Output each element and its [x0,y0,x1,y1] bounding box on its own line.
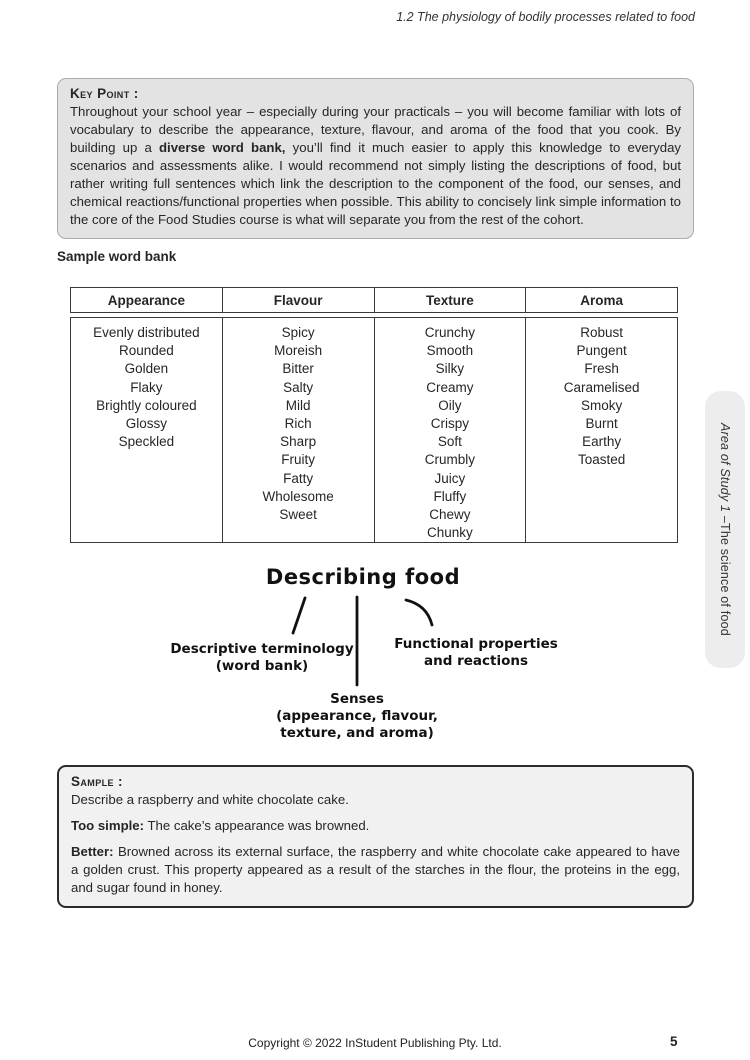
better-label: Better: [71,844,114,859]
word-bank-item: Creamy [426,379,474,395]
word-bank-item: Juicy [434,470,466,486]
word-bank-item: Golden [124,361,169,377]
page-number: 5 [670,1034,678,1049]
word-bank-item: Mild [285,397,311,413]
word-bank-item: Bitter [282,361,314,377]
word-bank-item: Glossy [125,416,167,432]
word-bank-item: Pungent [576,343,627,359]
diagram-title: Describing food [265,565,461,589]
sample-box [57,765,694,908]
word-bank-item: Smoky [580,397,623,413]
diagram-label-line: and reactions [423,653,528,669]
word-bank-column [222,318,374,542]
word-bank-item: Salty [283,379,314,395]
area-of-study-tab-italic: Area of Study 1 – [718,423,732,524]
diagram-label-line: (word bank) [215,658,309,674]
diagram-label-line: texture, and aroma) [280,725,434,741]
word-bank-column-header: Flavour [222,288,374,312]
diagram-label-functional-properties [394,636,558,670]
word-bank-item: Oily [438,397,462,413]
key-point-box [57,78,694,239]
copyright-text: Copyright © 2022 InStudent Publishing Pty. Ltd. [248,1036,502,1050]
word-bank-table [70,287,678,543]
word-bank-item: Fluffy [433,488,467,504]
sample-label: Sample : [71,774,123,789]
word-bank-item: Sweet [279,507,317,523]
word-bank-item: Crumbly [424,452,475,468]
word-bank-item: Spicy [281,325,315,340]
word-bank-item: Moreish [274,343,323,359]
word-bank-item: Rich [284,416,312,432]
word-bank-item: Fruity [281,452,315,468]
word-bank-item: Rounded [118,343,174,359]
diagram-label-line: Descriptive terminology [170,641,354,657]
diagram-label-line: Senses [330,691,384,707]
running-header: 1.2 The physiology of bodily processes related to food [396,10,695,24]
diagram-label-line: (appearance, flavour, [276,708,438,724]
area-of-study-tab [705,391,745,668]
word-bank-item: Brightly coloured [96,397,197,413]
word-bank-item: Fresh [584,361,619,377]
word-bank-item: Silky [435,361,465,377]
word-bank-column [374,318,526,542]
better-text: Browned across its external surface, the raspberry and white chocolate cake appeared to have a golden crust. This property appeared as a result of the starches in the flour, the proteins in the egg, and sugar found in honey. [71,844,680,895]
word-bank-item: Crunchy [424,325,476,340]
sample-better [71,843,680,897]
word-bank-item: Crispy [430,416,469,432]
word-bank-column-header: Appearance [107,292,186,308]
word-bank-column [71,318,222,542]
word-bank-item: Robust [580,325,624,340]
sample-intro: Describe a raspberry and white chocolate cake. [71,792,349,807]
word-bank-item: Sharp [280,434,317,450]
diagram-label-descriptive-terminology [170,641,353,675]
key-point-label: Key Point : [70,86,139,101]
key-point-text [70,103,681,229]
word-bank-item: Burnt [585,416,618,432]
too-simple-text: The cake’s appearance was browned. [144,818,370,833]
word-bank-item: Caramelised [563,379,640,395]
area-of-study-tab-regular: The science of food [718,523,732,636]
word-bank-item: Chewy [429,507,471,523]
too-simple-label: Too simple: [71,818,145,833]
word-bank-header-row [70,287,678,313]
word-bank-column-header: Aroma [525,288,677,312]
word-bank-column-header: Texture [374,288,526,312]
word-bank-item: Wholesome [262,488,334,504]
word-bank-column [525,318,677,542]
word-bank-item: Smooth [426,343,474,359]
word-bank-item: Speckled [118,434,175,450]
diagram-label-line: Functional properties [394,636,558,652]
word-bank-heading: Sample word bank [57,249,177,264]
word-bank-body [70,317,678,543]
word-bank-item: Flaky [130,379,163,395]
key-point-text-rest: you’ll find it much easier to apply this knowledge to everyday scenarios and assessments alike. I would recommend not simply listing the descriptions of food, but rather writing full sentences which link the description to the component of the food, our senses, and chemical reactions/functional properties when possible. This ability to concisely link simple information to the core of the Food Studies course is what will separate you from the rest of the cohort. [70,140,682,227]
key-point-bold-phrase: diverse word bank, [158,140,286,155]
word-bank-item: Soft [437,434,462,450]
word-bank-item: Toasted [577,452,626,468]
sample-too-simple [71,817,680,835]
word-bank-item: Fatty [283,470,314,486]
key-point-text-lead: Throughout your school year – especially during your practicals – you will become familiar with lots of vocabulary to describe the appearance, texture, flavour, and aroma of the food that you cook. By building up a [70,104,681,155]
word-bank-item: Earthy [582,434,622,450]
diagram-label-senses [276,691,438,742]
word-bank-item: Evenly distributed [93,325,200,340]
word-bank-item: Chunky [426,525,473,541]
